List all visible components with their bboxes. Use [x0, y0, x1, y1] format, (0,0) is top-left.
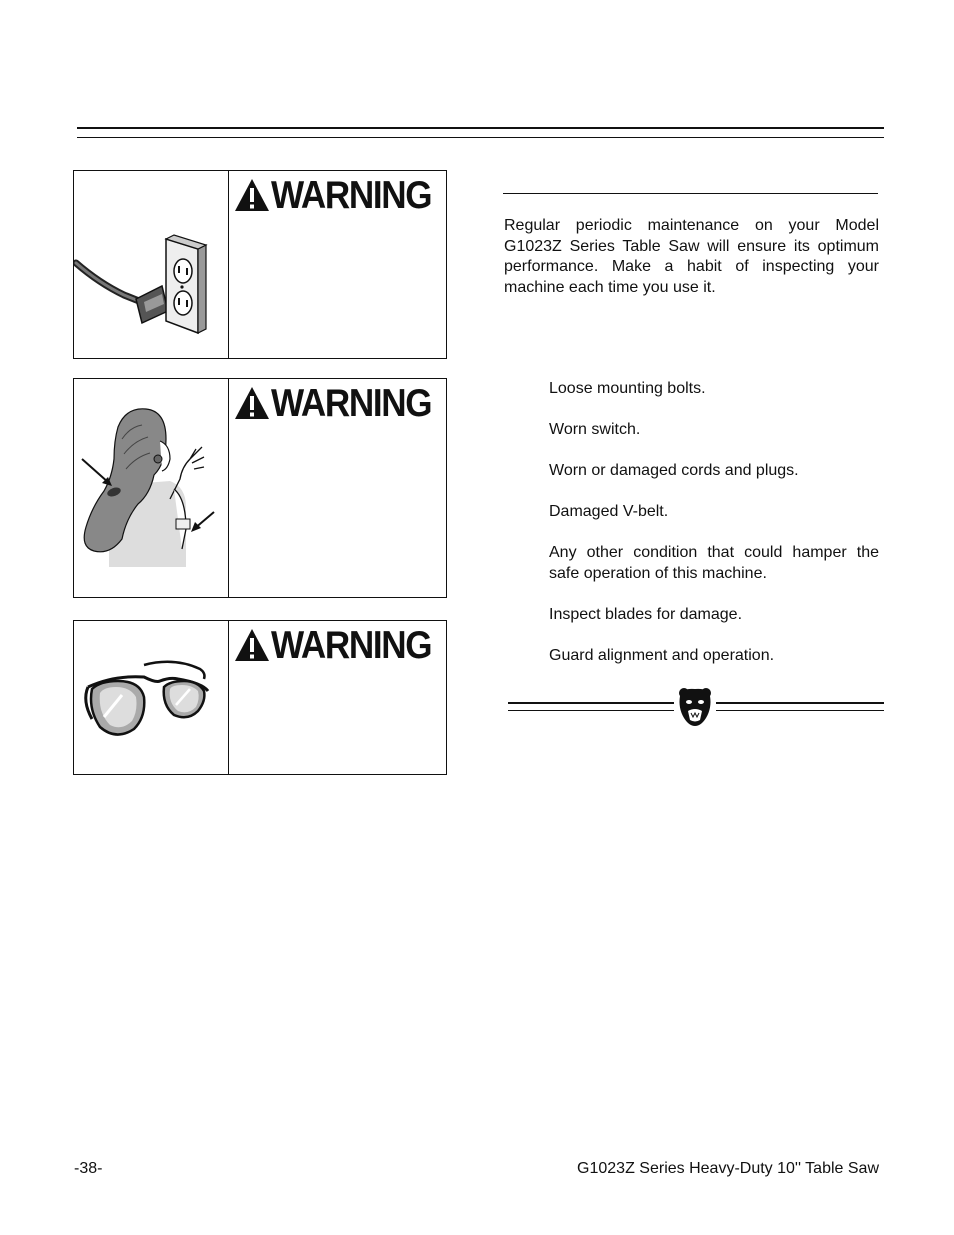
list-item: Damaged V-belt. [549, 503, 669, 520]
safety-glasses-illustration [74, 621, 229, 774]
warning-box-clothing [73, 378, 447, 598]
warning-triangle-icon [234, 386, 270, 420]
manual-title: G1023Z Series Heavy-Duty 10'' Table Saw [577, 1160, 879, 1177]
warning-heading [234, 383, 449, 423]
warning-box-eye-protection [73, 620, 447, 775]
header-rule [77, 127, 884, 129]
list-item: Any other condition that could hamper the safe operation of this machine. [549, 544, 879, 582]
list-item: Guard alignment and operation. [549, 647, 775, 664]
tied-hair-illustration [74, 379, 229, 597]
header-rule-thin [77, 137, 884, 138]
page-number: -38- [74, 1160, 103, 1177]
list-item: Inspect blades for damage. [549, 606, 743, 623]
warning-triangle-icon [234, 178, 270, 212]
warning-heading [234, 175, 449, 215]
warning-label: WARNING [271, 623, 432, 667]
maintenance-checklist [549, 378, 879, 686]
plug-outlet-illustration [74, 171, 229, 358]
bear-logo-icon [676, 686, 714, 728]
warning-box-unplug [73, 170, 447, 359]
warning-heading [234, 625, 449, 665]
section-rule [503, 193, 878, 194]
section-end-divider [508, 686, 884, 728]
maintenance-intro: Regular periodic maintenance on your Model G1023Z Series Table Saw will ensure its optimum performance. Make a habit of inspecting your machine each time you use it. [504, 217, 879, 296]
list-item: Loose mounting bolts. [549, 380, 706, 397]
list-item: Worn switch. [549, 421, 641, 438]
warning-label: WARNING [271, 173, 432, 217]
list-item: Worn or damaged cords and plugs. [549, 462, 799, 479]
warning-triangle-icon [234, 628, 270, 662]
warning-label: WARNING [271, 381, 432, 425]
